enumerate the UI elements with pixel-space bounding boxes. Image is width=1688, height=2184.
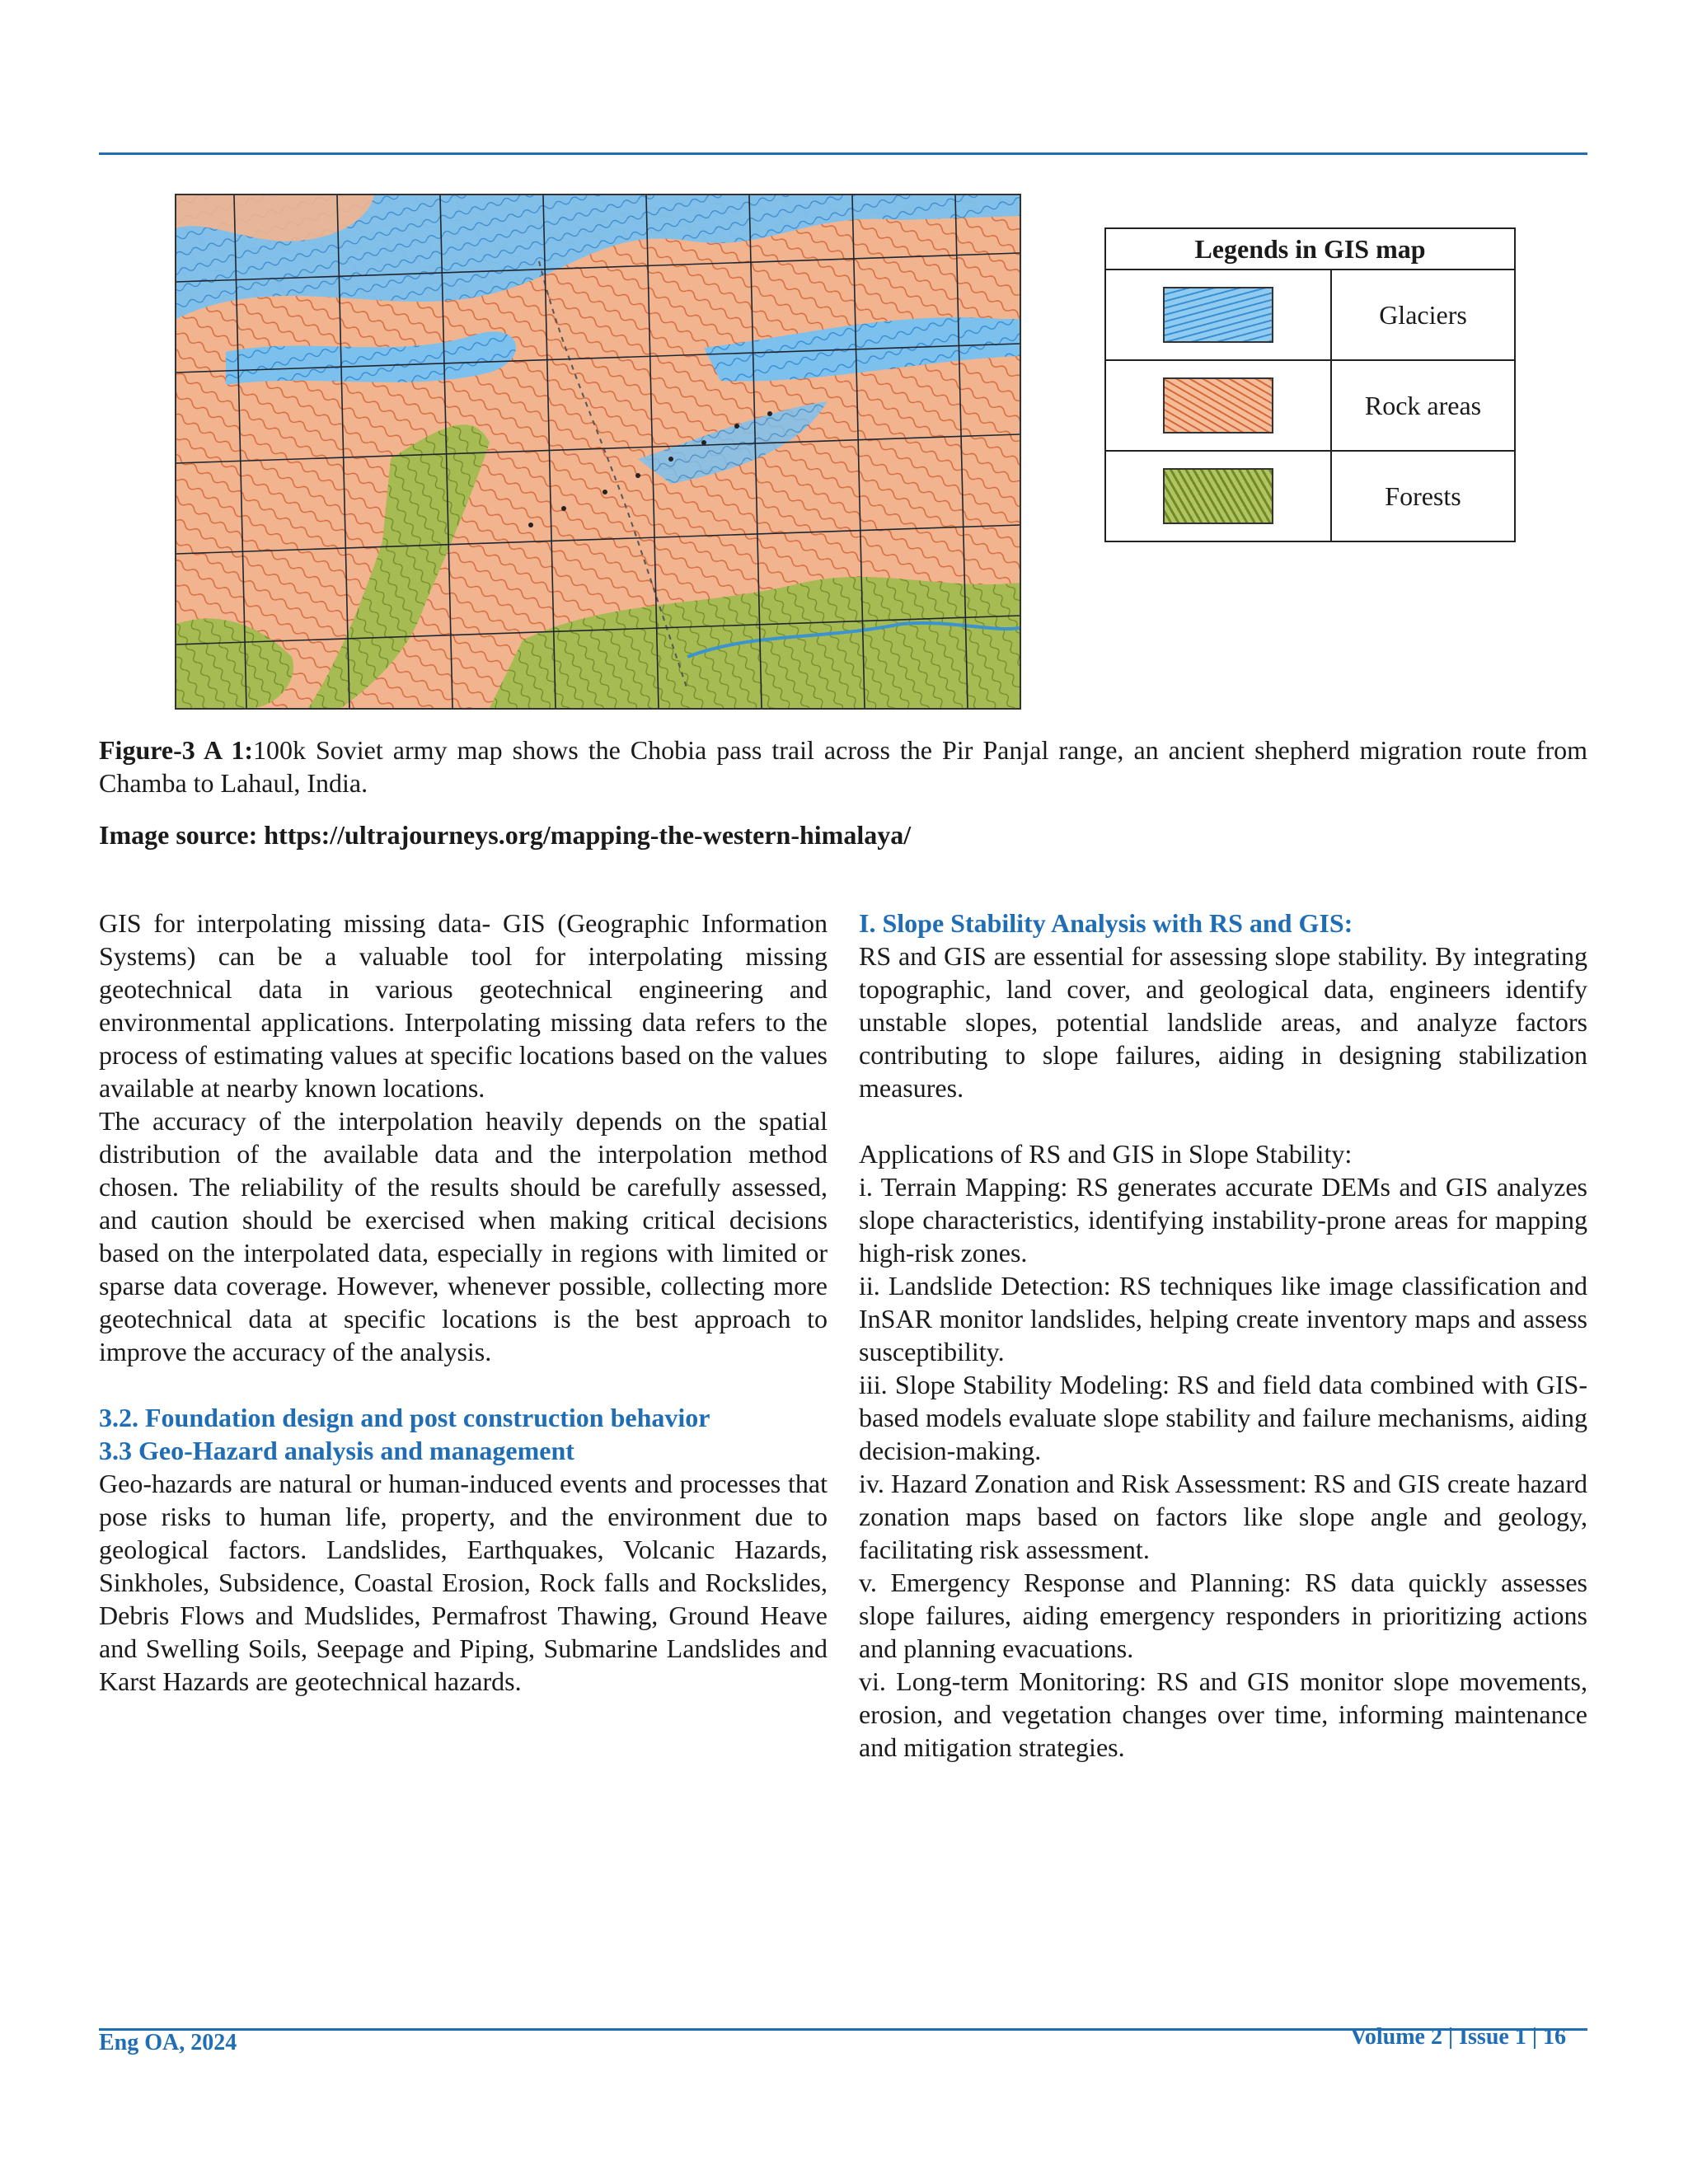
list-item: vi. Long-term Monitoring: RS and GIS monitor slope movements, erosion, and vegetation changes over time, informing maintenance and mitigation strategies. bbox=[859, 1666, 1587, 1762]
paragraph: Geo-hazards are natural or human-induced events and processes that pose risks to human life, property, and the environment due to geological factors. Landslides, Earthquakes, Volcanic Hazards, Sinkholes, Subsidence, Coastal Erosion, Rock falls and Rockslides, Debris Flows and Mudslides, Permafrost Thawing, Ground Heave and Swelling Soils, Seepage and Piping, Submarine Landslides and Karst Hazards are geotechnical hazards. bbox=[99, 1469, 828, 1696]
paragraph: GIS for interpolating missing data- GIS (Geographic Information Systems) can be a valuable tool for interpolating missing geotechnical data in various geotechnical engineering and environmental applications. Interpolating missing data refers to the process of estimating values at specific locations based on the values available at nearby known locations. bbox=[99, 908, 828, 1103]
legend-label-rock: Rock areas bbox=[1331, 360, 1515, 451]
topographic-map-image bbox=[175, 194, 1021, 710]
header-rule bbox=[99, 152, 1587, 155]
applications-title: Applications of RS and GIS in Slope Stability: bbox=[859, 1139, 1353, 1169]
figure-caption-label: Figure-3 A 1: bbox=[99, 735, 253, 765]
section-heading: I. Slope Stability Analysis with RS and GIS: bbox=[859, 908, 1353, 938]
rock-swatch bbox=[1163, 377, 1273, 434]
map-legend-table bbox=[1104, 227, 1516, 542]
right-column bbox=[859, 907, 1587, 1764]
legend-row-forests bbox=[1105, 451, 1515, 541]
image-source: Image source: https://ultrajourneys.org/mapping-the-western-himalaya/ bbox=[99, 820, 912, 850]
list-item: i. Terrain Mapping: RS generates accurate DEMs and GIS analyzes slope characteristics, identifying instability-prone areas for mapping high-risk zones. bbox=[859, 1172, 1587, 1268]
legend-row-glaciers bbox=[1105, 269, 1515, 360]
paragraph: The accuracy of the interpolation heavily depends on the spatial distribution of the available data and the interpolation method chosen. The reliability of the results should be carefully assessed, and caution should be exercised when making critical decisions based on the interpolated data, especially in regions with limited or sparse data coverage. However, whenever possible, collecting more geotechnical data at specific locations is the best approach to improve the accuracy of the analysis. bbox=[99, 1106, 828, 1366]
forest-swatch bbox=[1163, 468, 1273, 524]
list-item: v. Emergency Response and Planning: RS data quickly assesses slope failures, aiding emergency responders in prioritizing actions and planning evacuations. bbox=[859, 1568, 1587, 1663]
list-item: iv. Hazard Zonation and Risk Assessment: RS and GIS create hazard zonation maps based on factors like slope angle and geology, facilitating risk assessment. bbox=[859, 1469, 1587, 1564]
paragraph: RS and GIS are essential for assessing slope stability. By integrating topographic, land cover, and geological data, engineers identify unstable slopes, potential landslide areas, and analyze factors contributing to slope failures, aiding in designing stabilization measures. bbox=[859, 941, 1587, 1103]
list-item: iii. Slope Stability Modeling: RS and field data combined with GIS-based models evaluate slope stability and failure mechanisms, aiding decision-making. bbox=[859, 1370, 1587, 1465]
section-heading: 3.2. Foundation design and post construction behavior bbox=[99, 1403, 710, 1432]
legend-title: Legends in GIS map bbox=[1105, 228, 1515, 269]
volume-issue-page: Volume 2 | Issue 1 | 16 bbox=[1350, 2024, 1566, 2050]
figure-caption-text: 100k Soviet army map shows the Chobia pass trail across the Pir Panjal range, an ancient shepherd migration route from Chamba to Lahaul, India. bbox=[99, 735, 1588, 798]
legend-label-forests: Forests bbox=[1331, 451, 1515, 541]
list-item: ii. Landslide Detection: RS techniques like image classification and InSAR monitor landslides, helping create inventory maps and assess susceptibility. bbox=[859, 1271, 1587, 1366]
legend-row-rock bbox=[1105, 360, 1515, 451]
journal-name: Eng OA, 2024 bbox=[99, 2030, 237, 2055]
legend-label-glaciers: Glaciers bbox=[1331, 269, 1515, 360]
section-heading: 3.3 Geo-Hazard analysis and management bbox=[99, 1436, 574, 1465]
glacier-swatch bbox=[1163, 287, 1273, 343]
left-column bbox=[99, 907, 828, 1698]
figure-caption bbox=[99, 733, 1587, 799]
